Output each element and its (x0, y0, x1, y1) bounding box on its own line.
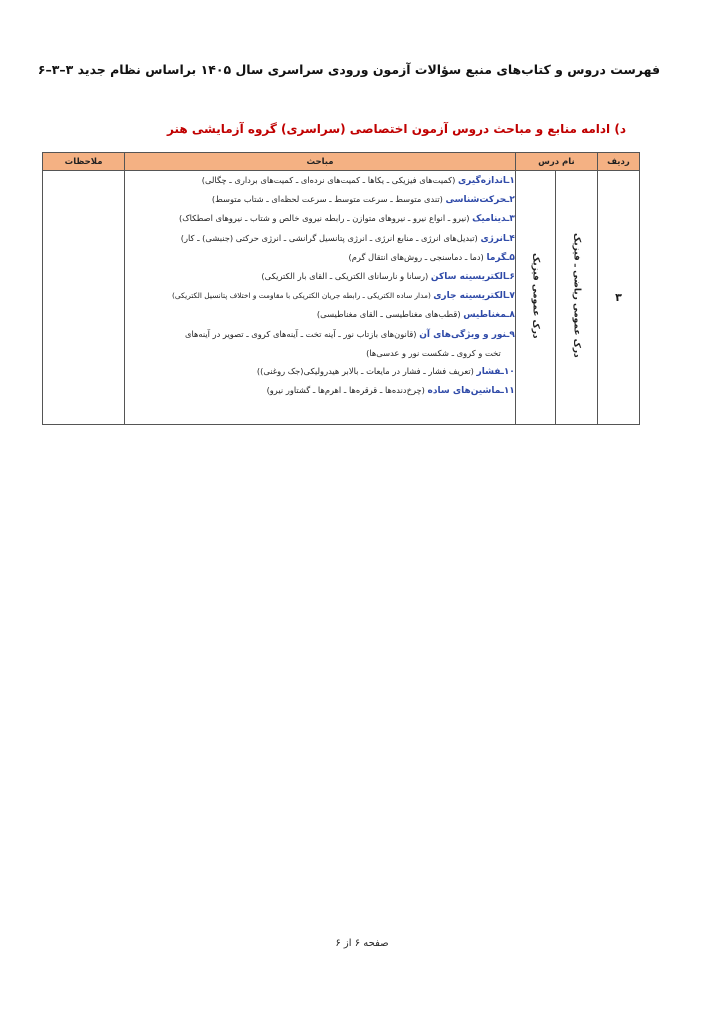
topic-description: (تعریف فشار ـ فشار در مایعات ـ بالابر هیدرولیکی(جک روغنی)) (256, 366, 477, 377)
topic-item (125, 171, 515, 190)
topic-title: اندازه‌گیری (457, 176, 507, 186)
header-course-name: نام درس (515, 153, 597, 171)
topic-item (125, 286, 515, 305)
row-number-cell: ۳ (597, 171, 639, 425)
topic-description: (مدار ساده الکتریکی ـ رابطه جریان الکتریکی با مقاومت و اختلاف پتانسیل الکتریکی) (172, 291, 434, 301)
topic-number: ۱۰ـ (500, 367, 515, 378)
topic-title: الکتریسیته ساکن (430, 272, 507, 283)
course-cell (515, 171, 555, 425)
header-notes: ملاحظات (43, 153, 125, 171)
course-group-cell (555, 171, 597, 425)
sources-table (42, 152, 640, 425)
topic-number: ۲ـ (506, 195, 515, 206)
topic-description: (تندی متوسط ـ سرعت متوسط ـ سرعت لحظه‌ای ـ شتاب متوسط) (211, 194, 446, 205)
topic-number: ۹ـ (506, 329, 515, 340)
topic-title: مغناطیس (463, 310, 507, 321)
course-group-label: درک عمومی ریاضی ـ فیزیک (571, 233, 582, 358)
topic-item-continuation (125, 344, 515, 362)
topic-item (125, 248, 515, 267)
topic-item (125, 305, 515, 324)
topic-description: (کمیت‌های فیزیکی ـ یکاها ـ کمیت‌های نرده‌ای ـ کمیت‌های برداری ـ چگالی) (201, 175, 458, 185)
topic-number: ۱۱ـ (500, 386, 515, 397)
topic-title: نور و ویژگی‌های آن (419, 329, 507, 340)
topic-description: (دما ـ دماسنجی ـ روش‌های انتقال گرم) (348, 251, 487, 262)
topic-description: (تبدیل‌های انرژی ـ منابع انرژی ـ انرژی پتانسیل گرانشی ـ انرژی حرکتی (جنبشی) ـ کار) (180, 232, 481, 243)
header-row-number: ردیف (597, 153, 639, 171)
header-topics: مباحث (125, 153, 516, 171)
topic-item (125, 190, 515, 209)
table-header-row (43, 153, 640, 171)
topic-item (125, 325, 515, 344)
topic-description-continued: تخت و کروی ـ شکست نور و عدسی‌ها) (366, 347, 501, 358)
topics-cell (125, 171, 516, 425)
topic-item (125, 229, 515, 248)
topic-item (125, 362, 515, 381)
topic-description: (قانون‌های بازتاب نور ـ آینه تخت ـ آینه‌های کروی ـ تصویر در آینه‌های (184, 328, 420, 339)
topic-number: ۸ـ (506, 310, 515, 321)
topic-item (125, 381, 515, 400)
topic-item (125, 209, 515, 228)
topic-title: الکتریسیته جاری (433, 291, 507, 302)
course-label: درک عمومی فیزیک (530, 252, 541, 339)
topic-title: دینامیک (472, 214, 507, 225)
topic-number: ۶ـ (506, 272, 515, 283)
topic-title: انرژی (480, 233, 507, 244)
topic-number: ۱ـ (506, 176, 515, 186)
topic-number: ۳ـ (506, 214, 515, 225)
topic-number: ۵ـ (506, 252, 515, 263)
topic-description: (رسانا و نارسانای الکتریکی ـ القای بار الکتریکی) (261, 271, 431, 282)
page-title: فهرست دروس و کتاب‌های منبع سؤالات آزمون ورودی سراسری سال ۱۴۰۵ براساس نظام جدید ۳–۳–۶ (37, 62, 660, 77)
topic-number: ۷ـ (506, 291, 515, 302)
topic-title: گرما (486, 252, 507, 263)
section-title: د) ادامه منابع و مباحث دروس آزمون اختصاصی (سراسری) گروه آزمایشی هنر (167, 122, 626, 136)
topic-number: ۴ـ (506, 233, 515, 244)
topic-item (125, 267, 515, 286)
topic-title: ماشین‌های ساده (427, 386, 501, 397)
topic-title: حرکت‌شناسی (445, 195, 507, 206)
topic-description: (قطب‌های مغناطیسی ـ القای مغناطیسی) (316, 309, 464, 320)
notes-cell (43, 171, 125, 425)
page-number: صفحه ۶ از ۶ (335, 938, 389, 949)
topic-description: (چرخ‌دنده‌ها ـ قرقره‌ها ـ اهرم‌ها ـ گشتاور نیرو) (266, 385, 428, 396)
topic-description: (نیرو ـ انواع نیرو ـ نیروهای متوازن ـ رابطه نیروی خالص و شتاب ـ نیروهای اصطکاک) (178, 213, 473, 224)
table-row (43, 171, 640, 425)
topic-title: فشار (476, 367, 501, 378)
